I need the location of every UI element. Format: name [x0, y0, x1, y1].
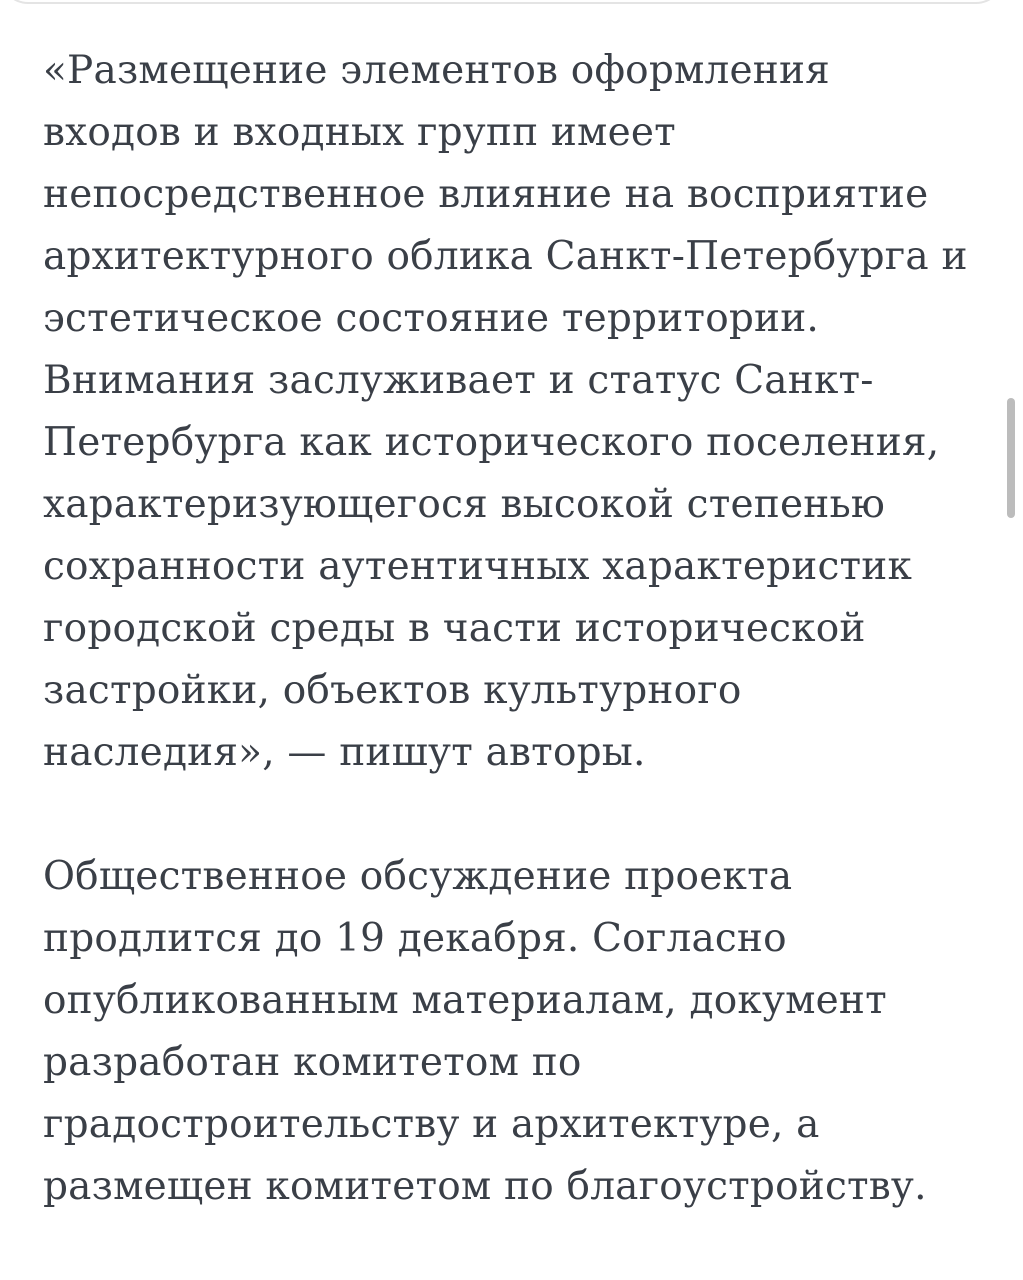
paragraph-line: характеризующегося высокой степенью: [43, 482, 886, 527]
paragraph-line: городской среды в части исторической: [43, 606, 866, 651]
article-body: [43, 40, 993, 1218]
paragraph-line: размещен комитетом по благоустройству.: [43, 1164, 927, 1209]
paragraph-line: непосредственное влияние на восприятие: [43, 172, 929, 217]
previous-card-edge: [0, 0, 1004, 4]
paragraph-line: сохранности аутентичных характеристик: [43, 544, 913, 589]
vertical-scrollbar[interactable]: [1007, 398, 1015, 518]
paragraph-line: разработан комитетом по: [43, 1040, 582, 1085]
paragraph-discussion: [43, 846, 993, 1218]
paragraph-line: Общественное обсуждение проекта: [43, 854, 793, 899]
paragraph-line: «Размещение элементов оформления: [43, 48, 830, 93]
paragraph-line: Петербурга как исторического поселения,: [43, 420, 940, 465]
paragraph-line: опубликованным материалам, документ: [43, 978, 887, 1023]
paragraph-line: застройки, объектов культурного: [43, 668, 742, 713]
paragraph-line: архитектурного облика Санкт-Петербурга и: [43, 234, 968, 279]
paragraph-line: эстетическое состояние территории.: [43, 296, 820, 341]
paragraph-quote: [43, 40, 993, 784]
paragraph-line: входов и входных групп имеет: [43, 110, 676, 155]
paragraph-line: градостроительству и архитектуре, а: [43, 1102, 820, 1147]
paragraph-line: наследия», — пишут авторы.: [43, 730, 646, 775]
paragraph-line: Внимания заслуживает и статус Санкт-: [43, 358, 874, 403]
paragraph-line: продлится до 19 декабря. Согласно: [43, 916, 787, 961]
